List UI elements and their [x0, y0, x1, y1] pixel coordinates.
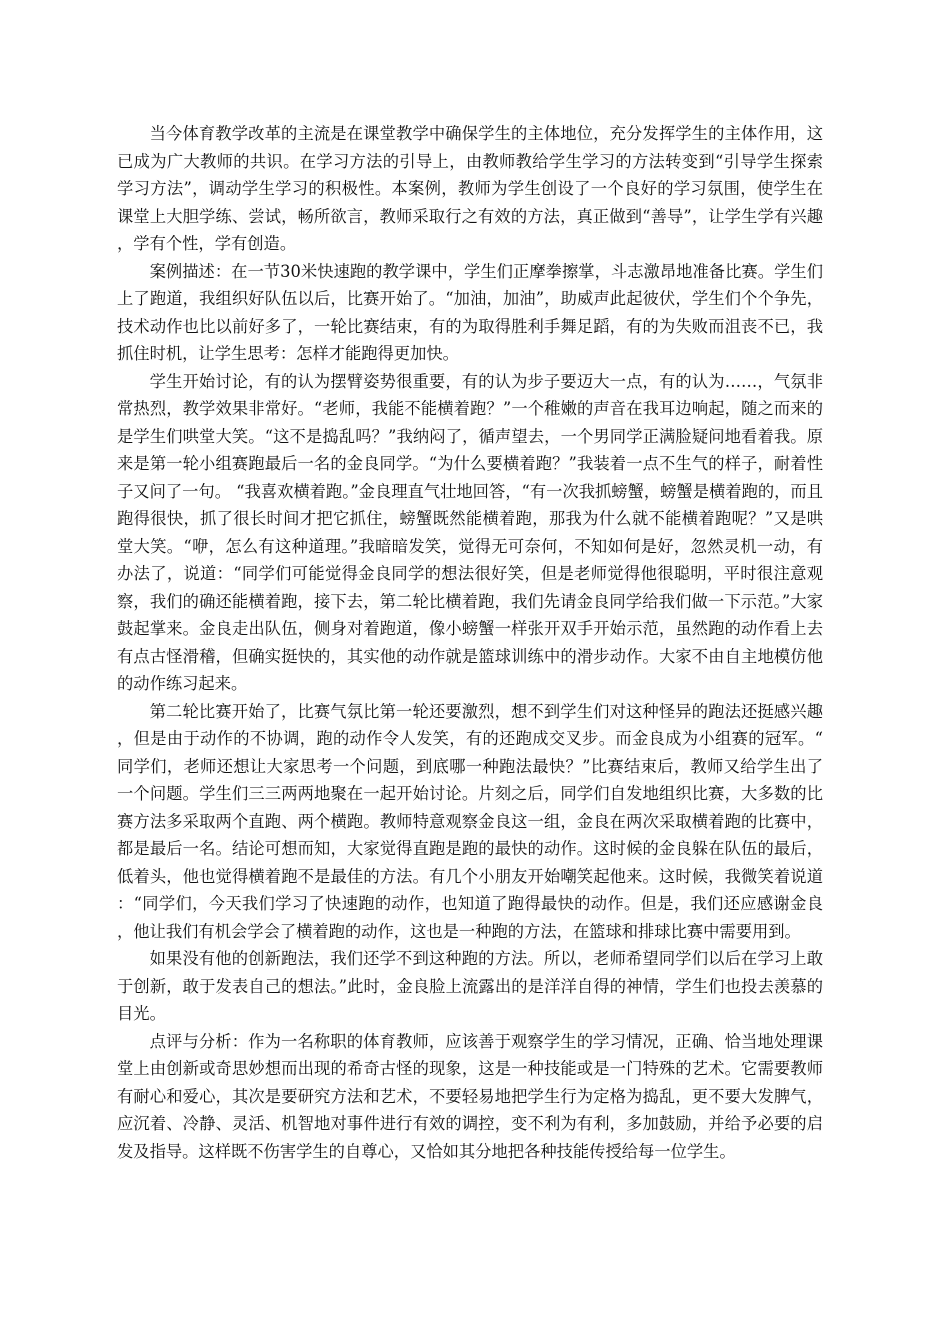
- paragraph-second-round: 第二轮比赛开始了，比赛气氛比第一轮还要激烈，想不到学生们对这种怪异的跑法还挺感兴趣，但是由于动作的不协调，跑的动作令人发笑，有的还跑成交叉步。而金良成为小组赛的冠军。“同学们，老师还想让大家思考一个问题，到底哪一种跑法最快？”比赛结束后，教师又给学生出了一个问题。学生们三三两两地聚在一起开始讨论。片刻之后，同学们自发地组织比赛，大多数的比赛方法多采取两个直跑、两个横跑。教师特意观察金良这一组，金良在两次采取横着跑的比赛中，都是最后一名。结论可想而知，大家觉得直跑是跑的最快的动作。这时候的金良躲在队伍的最后，低着头，他也觉得横着跑不是最佳的方法。有几个小朋友开始嘲笑起他来。这时候，我微笑着说道：“同学们，今天我们学习了快速跑的动作，也知道了跑得最快的动作。但是，我们还应感谢金良，他让我们有机会学会了横着跑的动作，这也是一种跑的方法，在篮球和排球比赛中需要用到。: [117, 701, 823, 941]
- paragraph-conclusion: 如果没有他的创新跑法，我们还学不到这种跑的方法。所以，老师希望同学们以后在学习上敢于创新，敢于发表自己的想法。”此时，金良脸上流露出的是洋洋自得的神情，学生们也投去羡慕的目光。: [117, 949, 823, 1023]
- paragraph-introduction: 当今体育教学改革的主流是在课堂教学中确保学生的主体地位，充分发挥学生的主体作用，这已成为广大教师的共识。在学习方法的引导上，由教师教给学生学习的方法转变到“引导学生探索学习方法”，调动学生学习的积极性。本案例，教师为学生创设了一个良好的学习氛围，使学生在课堂上大胆学练、尝试，畅所欲言，教师采取行之有效的方法，真正做到“善导”，让学生学有兴趣，学有个性，学有创造。: [117, 124, 823, 253]
- paragraph-discussion: 学生开始讨论，有的认为摆臂姿势很重要，有的认为步子要迈大一点，有的认为……，气氛非常热烈，教学效果非常好。“老师，我能不能横着跑？”一个稚嫩的声音在我耳边响起，随之而来的是学生们哄堂大笑。“这不是捣乱吗？”我纳闷了，循声望去，一个男同学正满脸疑问地看着我。原来是第一轮小组赛跑最后一名的金良同学。“为什么要横着跑？”我装着一点不生气的样子，耐着性子又问了一句。 “我喜欢横着跑。”金良理直气壮地回答，“有一次我抓螃蟹，螃蟹是横着跑的，而且跑得很快，抓了很长时间才把它抓住，螃蟹既然能横着跑，那我为什么就不能横着跑呢？”又是哄堂大笑。“咿，怎么有这种道理。”我暗暗发笑，觉得无可奈何，不知如何是好，忽然灵机一动，有办法了，说道：“同学们可能觉得金良同学的想法很好笑，但是老师觉得他很聪明，平时很注意观察，我们的确还能横着跑，接下去，第二轮比横着跑，我们先请金良同学给我们做一下示范。”大家鼓起掌来。金良走出队伍，侧身对着跑道，像小螃蟹一样张开双手开始示范，虽然跑的动作看上去有点古怪滑稽，但确实挺快的，其实他的动作就是篮球训练中的滑步动作。大家不由自主地模仿他的动作练习起来。: [117, 371, 823, 693]
- paragraph-case-description: 案例描述：在一节30米快速跑的教学课中，学生们正摩拳擦掌，斗志激昂地准备比赛。学生们上了跑道，我组织好队伍以后，比赛开始了。“加油，加油”，助威声此起彼伏，学生们个个争先，技术动作也比以前好多了，一轮比赛结束，有的为取得胜利手舞足蹈，有的为失败而沮丧不已，我抓住时机，让学生思考：怎样才能跑得更加快。: [117, 261, 823, 363]
- paragraph-commentary: 点评与分析：作为一名称职的体育教师，应该善于观察学生的学习情况，正确、恰当地处理课堂上由创新或奇思妙想而出现的希奇古怪的现象，这是一种技能或是一门特殊的艺术。它需要教师有耐心和爱心，其次是要研究方法和艺术，不要轻易地把学生行为定格为捣乱，更不要大发脾气，应沉着、冷静、灵活、机智地对事件进行有效的调控，变不利为有利，多加鼓励，并给予必要的启发及指导。这样既不伤害学生的自尊心，又恰如其分地把各种技能传授给每一位学生。: [117, 1031, 823, 1161]
- document-body: [117, 120, 823, 1165]
